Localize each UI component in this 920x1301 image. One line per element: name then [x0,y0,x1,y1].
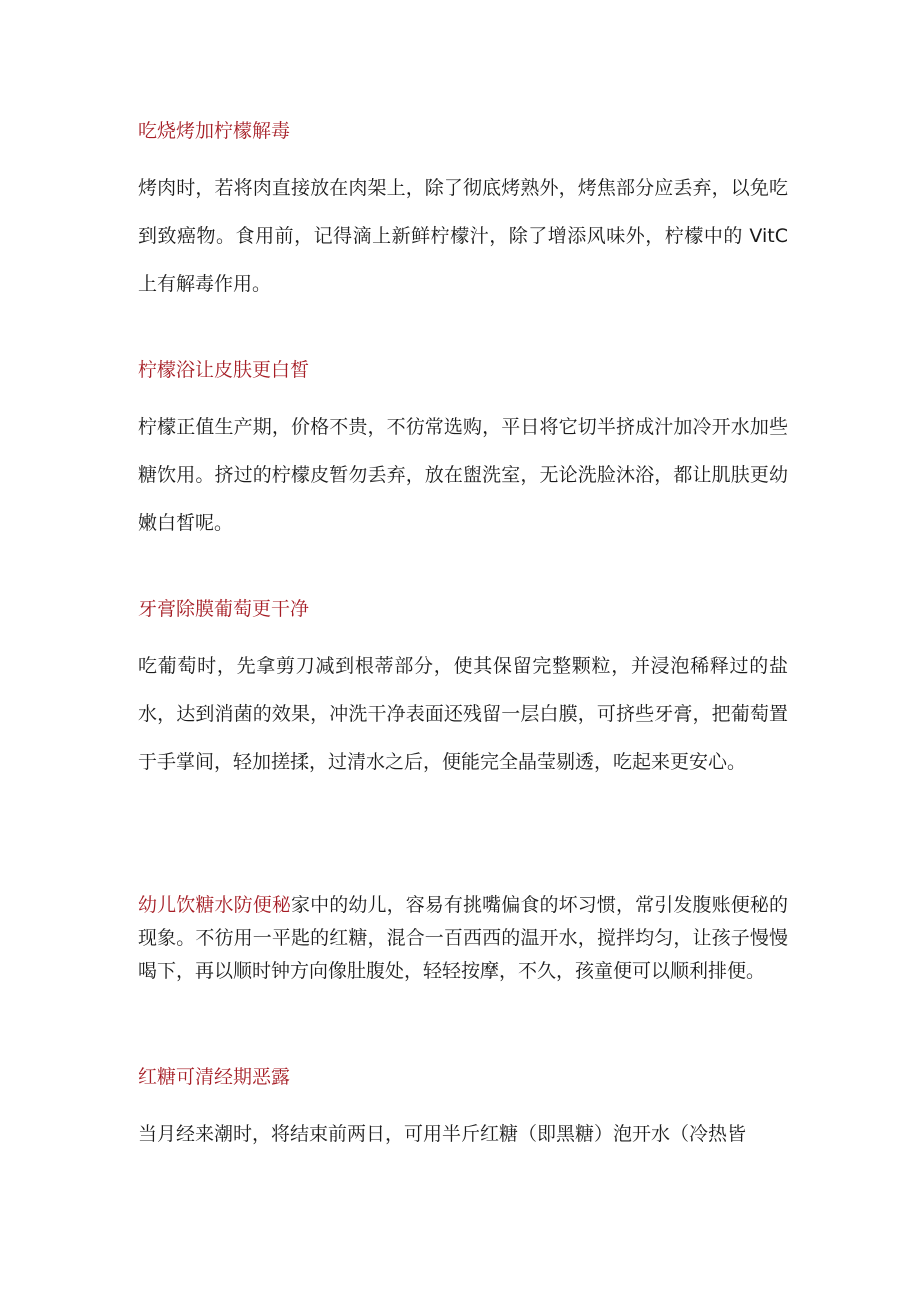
section-body: 柠檬正值生产期，价格不贵，不彷常选购，平日将它切半挤成汁加冷开水加些糖饮用。挤过的柠檬皮暂勿丢弃，放在盥洗室，无论洗脸沐浴，都让肌肤更幼嫩白皙呢。 [138,416,788,534]
section-lemon-bath [138,357,788,547]
section-body: 烤肉时，若将肉直接放在肉架上，除了彻底烤熟外，烤焦部分应丢弃，以免吃到致癌物。食用前，记得滴上新鲜柠檬汁，除了增添风味外，柠檬中的 VitC 上有解毒作用。 [138,177,788,295]
section-body [138,889,788,988]
section-body: 当月经来潮时，将结束前两日，可用半斤红糖（即黑糖）泡开水（冷热皆 [138,1123,747,1145]
section-heading: 红糖可清经期恶露 [138,1066,291,1088]
section-heading: 幼儿饮糖水防便秘 [138,894,291,916]
section-heading: 牙膏除膜葡萄更干净 [138,598,310,620]
section-brown-sugar [138,1064,788,1158]
section-body: 吃葡萄时，先拿剪刀减到根蒂部分，使其保留完整颗粒，并浸泡稀释过的盐水，达到消菌的效果，冲洗干净表面还残留一层白膜，可挤些牙膏，把葡萄置于手掌间，轻加搓揉，过清水之后，便能完全晶莹剔透，吃起来更安心。 [138,655,788,773]
section-body-text: 家中的幼儿，容易有挑嘴偏食的坏习惯，常引发腹账便秘的现象。不彷用一平匙的红糖，混合一百西西的温开水，搅拌均匀，让孩子慢慢喝下，再以顺时钟方向像肚腹处，轻轻按摩，不久，孩童便可以顺利排便。 [138,894,788,982]
section-heading: 吃烧烤加柠檬解毒 [138,120,291,142]
section-lemon-bbq [138,118,788,308]
section-infant-sugar-water [138,889,788,988]
section-grape-cleaning [138,596,788,786]
section-heading: 柠檬浴让皮肤更白皙 [138,359,310,381]
